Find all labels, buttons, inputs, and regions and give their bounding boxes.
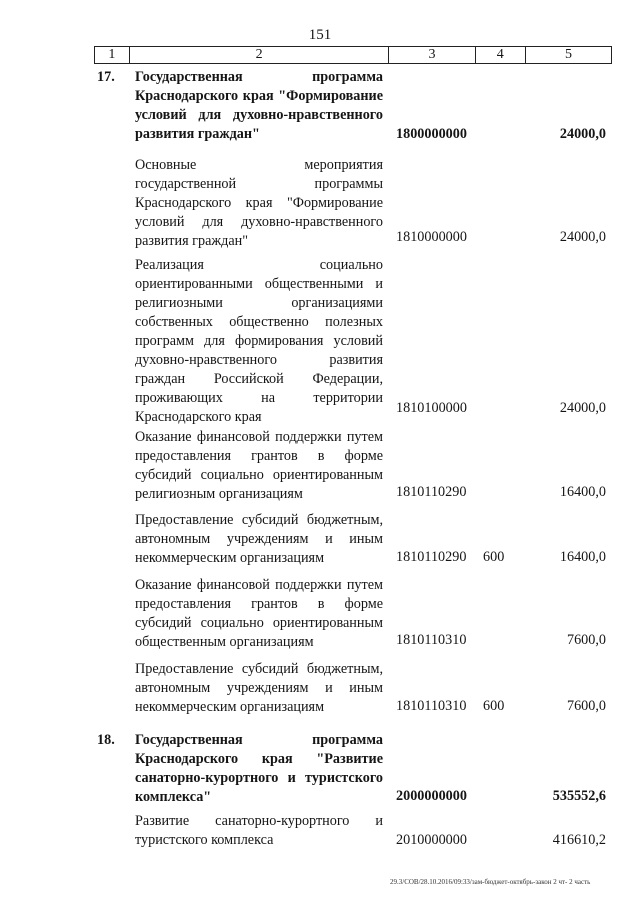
row-name: Предоставление субсидий бюджетным, автономным учреждениям и иным некоммерческим организациям (135, 661, 383, 715)
row-sum: 24000,0 (559, 126, 606, 142)
row-code: 1810100000 (396, 400, 467, 416)
row-number: 18. (97, 732, 115, 748)
row-code: 2010000000 (396, 832, 467, 848)
row-name: Оказание финансовой поддержки путем предоставления грантов в форме субсидий социально ориентированным общественным организациям (135, 577, 383, 650)
row-sum: 535552,6 (552, 788, 606, 804)
row-name: Предоставление субсидий бюджетным, автономным учреждениям и иным некоммерческим организациям (135, 512, 383, 566)
row-code: 2000000000 (396, 788, 467, 804)
row-number: 17. (97, 69, 115, 85)
row-sum: 7600,0 (566, 632, 606, 648)
row-name: Основные мероприятия государственной программы Краснодарского края "Формирование условий для духовно-нравственного развития граждан" (135, 157, 383, 249)
row-code: 1810110310 (396, 632, 467, 648)
page-number: 151 (308, 27, 332, 43)
column-header-table (94, 46, 612, 64)
row-sum: 7600,0 (566, 698, 606, 714)
row-code: 1810110290 (396, 484, 467, 500)
column-header-4: 4 (475, 47, 525, 64)
row-name: Оказание финансовой поддержки путем предоставления грантов в форме субсидий социально ориентированным религиозным организациям (135, 429, 383, 502)
row-expense-type: 600 (483, 549, 505, 565)
row-sum: 416610,2 (552, 832, 606, 848)
column-header-5: 5 (525, 47, 611, 64)
row-expense-type: 600 (483, 698, 505, 714)
row-code: 1810000000 (396, 229, 467, 245)
row-sum: 24000,0 (559, 229, 606, 245)
column-header-2: 2 (129, 47, 389, 64)
row-sum: 24000,0 (559, 400, 606, 416)
row-code: 1810110290 (396, 549, 467, 565)
document-footer: 29.3/СОВ/28.10.2016/09:33/зам-бюджет-октябрь-закон 2 чт- 2 часть (390, 878, 591, 886)
row-sum: 16400,0 (559, 549, 606, 565)
row-name: Государственная программа Краснодарского края "Развитие санаторно-курортного и туристского комплекса" (135, 732, 383, 805)
row-code: 1800000000 (396, 126, 467, 142)
row-sum: 16400,0 (559, 484, 606, 500)
row-name: Реализация социально ориентированными общественными и религиозными организациями собственных общественно полезных программ для формирования условий духовно-нравственного развития граждан Российской Федерации, проживающих на территории Краснодарского края (135, 257, 383, 425)
row-code: 1810110310 (396, 698, 467, 714)
row-name: Государственная программа Краснодарского края "Формирование условий для духовно-нравственного развития граждан" (135, 69, 383, 142)
column-header-1: 1 (95, 47, 130, 64)
row-name: Развитие санаторно-курортного и туристского комплекса (135, 813, 383, 848)
column-header-3: 3 (389, 47, 475, 64)
